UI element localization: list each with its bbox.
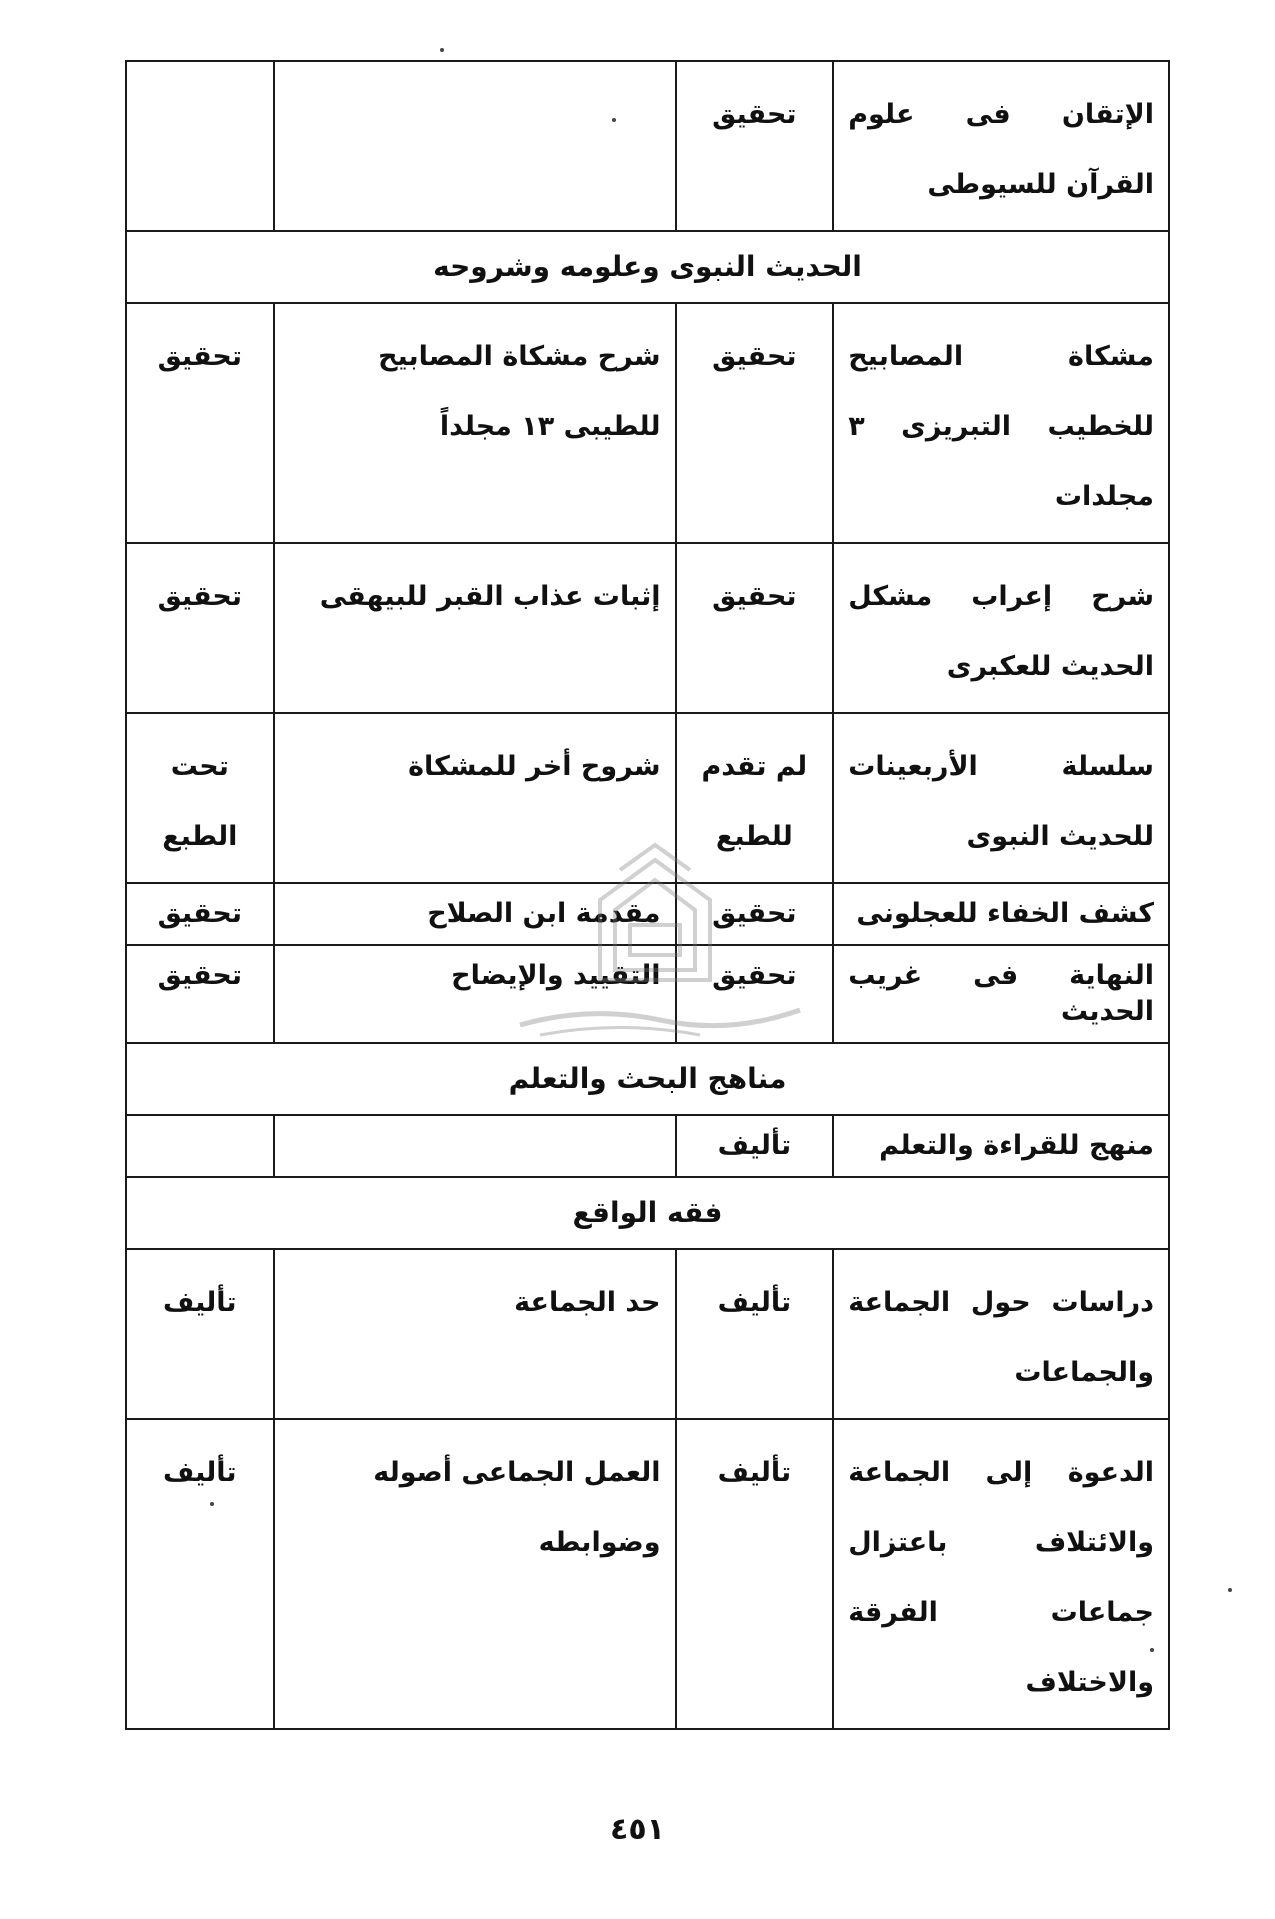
book-title: كشف الخفاء للعجلونى (833, 883, 1169, 945)
scan-speck (1150, 1648, 1154, 1652)
book-status-2 (126, 61, 274, 231)
book-title-2 (274, 1115, 676, 1177)
book-status: تحقيق (676, 543, 834, 713)
book-status-2: تأليف (126, 1419, 274, 1729)
book-title-2 (274, 61, 676, 231)
institution-stamp-icon (500, 830, 810, 1060)
book-title-2: شرح مشكاة المصابيح للطيبى ١٣ مجلداً (274, 303, 676, 543)
table-row (126, 1249, 1169, 1419)
table-row (126, 1419, 1169, 1729)
book-title: الدعوة إلى الجماعة والائتلاف باعتزال جماعات الفرقة والاختلاف (833, 1419, 1169, 1729)
book-status: تأليف (676, 1115, 834, 1177)
book-status-2: تحقيق (126, 883, 274, 945)
book-title: الإتقان فى علوم القرآن للسيوطى (833, 61, 1169, 231)
book-title-2: العمل الجماعى أصوله وضوابطه (274, 1419, 676, 1729)
book-status: تحقيق (676, 883, 834, 945)
scan-speck (440, 48, 444, 52)
book-status-2: تأليف (126, 1249, 274, 1419)
page-number: ٤٥١ (610, 1812, 665, 1847)
book-status: تأليف (676, 1419, 834, 1729)
table-row (126, 543, 1169, 713)
scan-speck (1228, 1588, 1232, 1592)
book-title: مشكاة المصابيح للخطيب التبريزى ٣ مجلدات (833, 303, 1169, 543)
table-row (126, 303, 1169, 543)
book-title: شرح إعراب مشكل الحديث للعكبرى (833, 543, 1169, 713)
section-header-row (126, 231, 1169, 303)
book-status: لم تقدم للطبع (676, 713, 834, 883)
scan-speck (210, 1502, 214, 1506)
book-title-2: إثبات عذاب القبر للبيهقى (274, 543, 676, 713)
scan-speck (612, 118, 616, 122)
book-title-2: حد الجماعة (274, 1249, 676, 1419)
section-heading-fiqh: فقه الواقع (126, 1177, 1169, 1249)
book-title-2: شروح أخر للمشكاة (274, 713, 676, 883)
book-status-2 (126, 1115, 274, 1177)
book-title: منهج للقراءة والتعلم (833, 1115, 1169, 1177)
book-title-2: التقييد والإيضاح (274, 945, 676, 1043)
book-status: تحقيق (676, 945, 834, 1043)
book-title: سلسلة الأربعينات للحديث النبوى (833, 713, 1169, 883)
book-status-2: تحقيق (126, 543, 274, 713)
book-status-2: تحقيق (126, 945, 274, 1043)
book-title-2: مقدمة ابن الصلاح (274, 883, 676, 945)
book-status: تأليف (676, 1249, 834, 1419)
section-heading-hadith: الحديث النبوى وعلومه وشروحه (126, 231, 1169, 303)
book-title: النهاية فى غريب الحديث (833, 945, 1169, 1043)
book-status-2: تحقيق (126, 303, 274, 543)
section-header-row (126, 1177, 1169, 1249)
table-row (126, 61, 1169, 231)
book-status-2: تحت الطبع (126, 713, 274, 883)
section-heading-method: مناهج البحث والتعلم (126, 1043, 1169, 1115)
book-title: دراسات حول الجماعة والجماعات (833, 1249, 1169, 1419)
table-row (126, 1115, 1169, 1177)
book-status: تحقيق (676, 61, 834, 231)
book-status: تحقيق (676, 303, 834, 543)
